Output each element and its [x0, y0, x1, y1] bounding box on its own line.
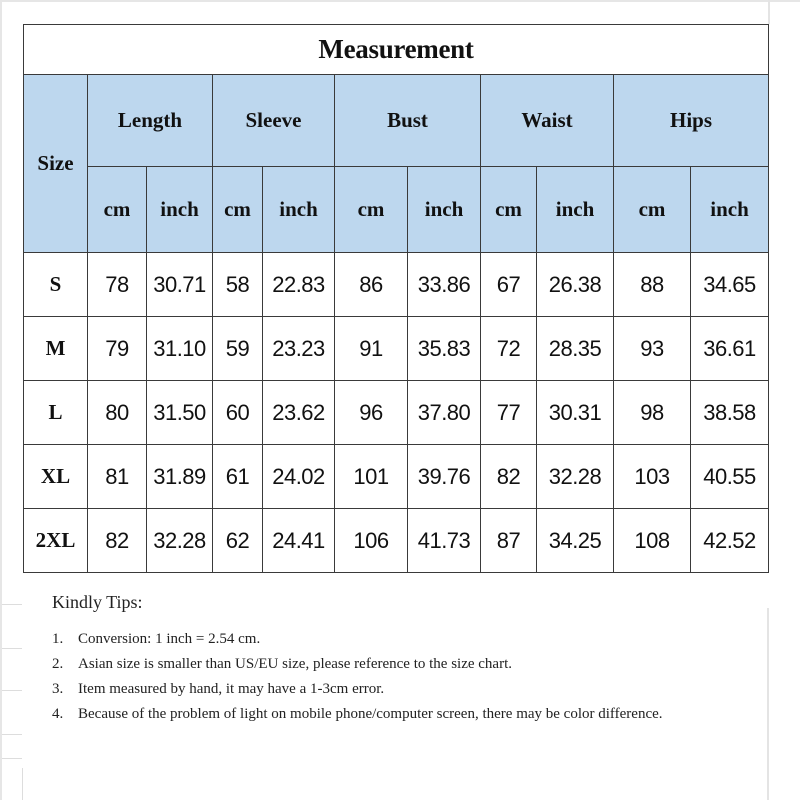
size-header: Size [24, 75, 88, 253]
tip-item [52, 627, 762, 652]
ruler-tick [2, 604, 22, 605]
table-cell: 106 [335, 509, 408, 573]
table-cell: 40.55 [691, 445, 769, 509]
page-frame-left [0, 0, 2, 800]
table-cell: 80 [88, 381, 147, 445]
table-cell: 93 [614, 317, 691, 381]
table-cell: 86 [335, 253, 408, 317]
tip-item [52, 652, 762, 677]
group-header-hips: Hips [614, 75, 769, 167]
table-cell: 67 [481, 253, 537, 317]
table-row [24, 381, 769, 445]
page-frame-right-lower [767, 608, 769, 800]
table-cell: 28.35 [537, 317, 614, 381]
kindly-tips [52, 592, 762, 727]
tip-number: 1. [52, 631, 64, 647]
table-cell: 34.65 [691, 253, 769, 317]
unit-header: inch [408, 167, 481, 253]
size-label: 2XL [24, 509, 88, 573]
tip-item [52, 702, 762, 727]
ruler-corner [22, 768, 23, 800]
table-cell: 108 [614, 509, 691, 573]
size-label: L [24, 381, 88, 445]
table-cell: 22.83 [263, 253, 335, 317]
table-cell: 96 [335, 381, 408, 445]
table-cell: 87 [481, 509, 537, 573]
table-title: Measurement [24, 25, 769, 75]
tip-text: Conversion: 1 inch = 2.54 cm. [78, 631, 261, 647]
tip-text: Because of the problem of light on mobile phone/computer screen, there may be color difference. [78, 706, 663, 722]
unit-header: inch [263, 167, 335, 253]
size-label: S [24, 253, 88, 317]
table-cell: 24.41 [263, 509, 335, 573]
table-cell: 31.89 [147, 445, 213, 509]
table-cell: 58 [213, 253, 263, 317]
table-cell: 82 [88, 509, 147, 573]
unit-header: cm [88, 167, 147, 253]
table-cell: 31.50 [147, 381, 213, 445]
table-cell: 32.28 [147, 509, 213, 573]
group-header-length: Length [88, 75, 213, 167]
table-cell: 59 [213, 317, 263, 381]
tip-text: Item measured by hand, it may have a 1-3cm error. [78, 681, 385, 697]
table-cell: 30.71 [147, 253, 213, 317]
table-cell: 35.83 [408, 317, 481, 381]
group-header-sleeve: Sleeve [213, 75, 335, 167]
table-row [24, 253, 769, 317]
tip-number: 2. [52, 656, 64, 672]
ruler-tick [2, 648, 22, 649]
table-row [24, 445, 769, 509]
ruler-tick [2, 690, 22, 691]
unit-header: cm [213, 167, 263, 253]
tips-list [52, 627, 762, 727]
table-cell: 78 [88, 253, 147, 317]
table-cell: 72 [481, 317, 537, 381]
table-cell: 34.25 [537, 509, 614, 573]
table-cell: 101 [335, 445, 408, 509]
table-cell: 77 [481, 381, 537, 445]
page-frame-top [0, 0, 800, 2]
table-cell: 30.31 [537, 381, 614, 445]
table-cell: 81 [88, 445, 147, 509]
table-cell: 41.73 [408, 509, 481, 573]
ruler-tick [2, 758, 22, 759]
size-label: M [24, 317, 88, 381]
table-cell: 98 [614, 381, 691, 445]
table-cell: 62 [213, 509, 263, 573]
tip-text: Asian size is smaller than US/EU size, please reference to the size chart. [78, 656, 512, 672]
group-header-waist: Waist [481, 75, 614, 167]
unit-header: inch [537, 167, 614, 253]
unit-header: cm [481, 167, 537, 253]
table-cell: 26.38 [537, 253, 614, 317]
tips-title: Kindly Tips: [52, 592, 143, 612]
table-cell: 23.62 [263, 381, 335, 445]
unit-header: cm [614, 167, 691, 253]
unit-header: cm [335, 167, 408, 253]
table-row [24, 509, 769, 573]
table-cell: 33.86 [408, 253, 481, 317]
table-cell: 31.10 [147, 317, 213, 381]
ruler-tick [2, 734, 22, 735]
table-cell: 23.23 [263, 317, 335, 381]
unit-header: inch [147, 167, 213, 253]
table-cell: 82 [481, 445, 537, 509]
table-cell: 61 [213, 445, 263, 509]
table-cell: 79 [88, 317, 147, 381]
page-frame-right [768, 0, 770, 24]
table-cell: 38.58 [691, 381, 769, 445]
tip-number: 4. [52, 706, 64, 722]
table-cell: 37.80 [408, 381, 481, 445]
table-cell: 24.02 [263, 445, 335, 509]
table-row [24, 317, 769, 381]
table-cell: 103 [614, 445, 691, 509]
tip-item [52, 677, 762, 702]
unit-header: inch [691, 167, 769, 253]
size-label: XL [24, 445, 88, 509]
table-cell: 36.61 [691, 317, 769, 381]
table-cell: 91 [335, 317, 408, 381]
table-cell: 32.28 [537, 445, 614, 509]
table-cell: 60 [213, 381, 263, 445]
table-cell: 39.76 [408, 445, 481, 509]
table-cell: 88 [614, 253, 691, 317]
tip-number: 3. [52, 681, 64, 697]
group-header-bust: Bust [335, 75, 481, 167]
table-cell: 42.52 [691, 509, 769, 573]
size-chart-table [23, 24, 769, 573]
